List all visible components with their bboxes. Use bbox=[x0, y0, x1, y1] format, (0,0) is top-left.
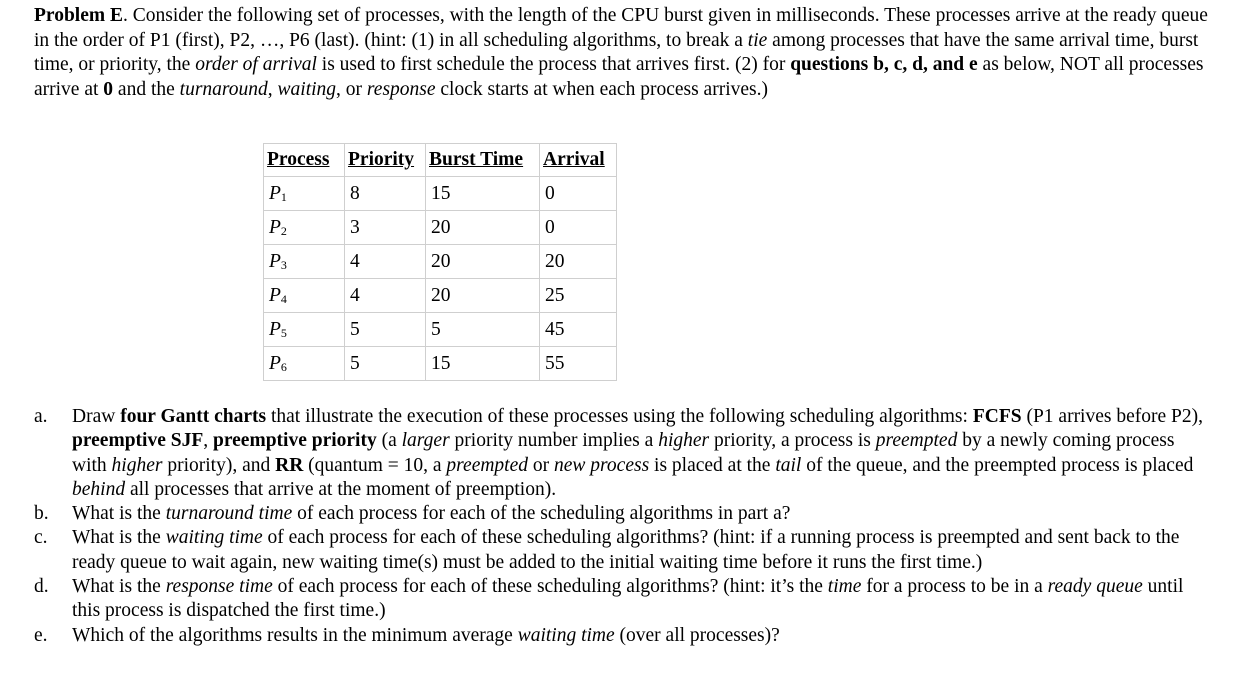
table-row bbox=[264, 177, 617, 211]
table-row bbox=[264, 347, 617, 381]
question-label: c. bbox=[34, 527, 48, 549]
priority-cell: 8 bbox=[345, 177, 426, 211]
header-burst-time: Burst Time bbox=[426, 144, 540, 177]
problem-intro: Problem E. Consider the following set of processes, with the length of the CPU burst given in milliseconds. These processes arrive at the ready queue in the order of P1 (first), P2, …, P6 (last). (hint: (1) in all scheduling algorithms, to break a tie among processes that have the same arrival time, burst time, or priority, the order of arrival is used to first schedule the process that arrives first. (2) for questions b, c, d, and e as below, NOT all processes arrive at 0 and the turnaround, waiting, or response clock starts at when each process arrives.) bbox=[34, 5, 1208, 100]
burst-cell: 15 bbox=[426, 177, 540, 211]
priority-cell: 5 bbox=[345, 313, 426, 347]
process-name: $P_4$ bbox=[264, 279, 345, 313]
table-row bbox=[264, 279, 617, 313]
header-process: Process bbox=[264, 144, 345, 177]
question-label: a. bbox=[34, 406, 48, 427]
process-table bbox=[263, 143, 617, 381]
process-name: $P_5$ bbox=[264, 313, 345, 347]
burst-cell: 20 bbox=[426, 245, 540, 279]
process-name: $P_3$ bbox=[264, 245, 345, 279]
question-label: d. bbox=[34, 576, 49, 598]
process-name: $P_2$ bbox=[264, 211, 345, 245]
question-label: b. bbox=[34, 503, 49, 525]
priority-cell: 3 bbox=[345, 211, 426, 245]
priority-cell: 4 bbox=[345, 245, 426, 279]
header-arrival: Arrival bbox=[540, 144, 617, 177]
arrival-cell: 55 bbox=[540, 347, 617, 381]
problem-title: Problem E bbox=[34, 5, 124, 26]
header-priority: Priority bbox=[345, 144, 426, 177]
table-header-row bbox=[264, 144, 617, 177]
arrival-cell: 0 bbox=[540, 177, 617, 211]
table-row bbox=[264, 211, 617, 245]
question-label: e. bbox=[34, 624, 48, 646]
question-e: e. Which of the algorithms results in the minimum average waiting time (over all processes)? bbox=[0, 624, 1212, 648]
burst-cell: 15 bbox=[426, 347, 540, 381]
priority-cell: 4 bbox=[345, 279, 426, 313]
burst-cell: 5 bbox=[426, 313, 540, 347]
table-row bbox=[264, 245, 617, 279]
priority-cell: 5 bbox=[345, 347, 426, 381]
arrival-cell: 45 bbox=[540, 313, 617, 347]
arrival-cell: 20 bbox=[540, 245, 617, 279]
question-b: b. What is the turnaround time of each process for each of the scheduling algorithms in part a? bbox=[0, 502, 1212, 526]
question-d: d. What is the response time of each process for each of these scheduling algorithms? (hint: it’s the time for a process to be in a ready queue until this process is dispatched the first time.) bbox=[34, 576, 1184, 622]
question-a: a. Draw four Gantt charts that illustrate the execution of these processes using the following scheduling algorithms: FCFS (P1 arrives before P2), preemptive SJF, preemptive priority (a larger priority number implies a higher priority, a process is preempted by a newly coming process with higher priority), and RR (quantum = 10, a preempted or new process is placed at the tail of the queue, and the preempted process is placed behind all processes that arrive at the moment of preemption). bbox=[34, 406, 1203, 500]
table-row bbox=[264, 313, 617, 347]
process-name: $P_6$ bbox=[264, 347, 345, 381]
arrival-cell: 0 bbox=[540, 211, 617, 245]
question-c: c. What is the waiting time of each process for each of these scheduling algorithms? (hint: if a running process is preempted and sent back to the ready queue to wait again, new waiting time(s) must be added to the initial waiting time before it runs the first time.) bbox=[34, 527, 1180, 573]
question-list bbox=[0, 405, 1234, 648]
process-name: $P_1$ bbox=[264, 177, 345, 211]
arrival-cell: 25 bbox=[540, 279, 617, 313]
burst-cell: 20 bbox=[426, 211, 540, 245]
burst-cell: 20 bbox=[426, 279, 540, 313]
